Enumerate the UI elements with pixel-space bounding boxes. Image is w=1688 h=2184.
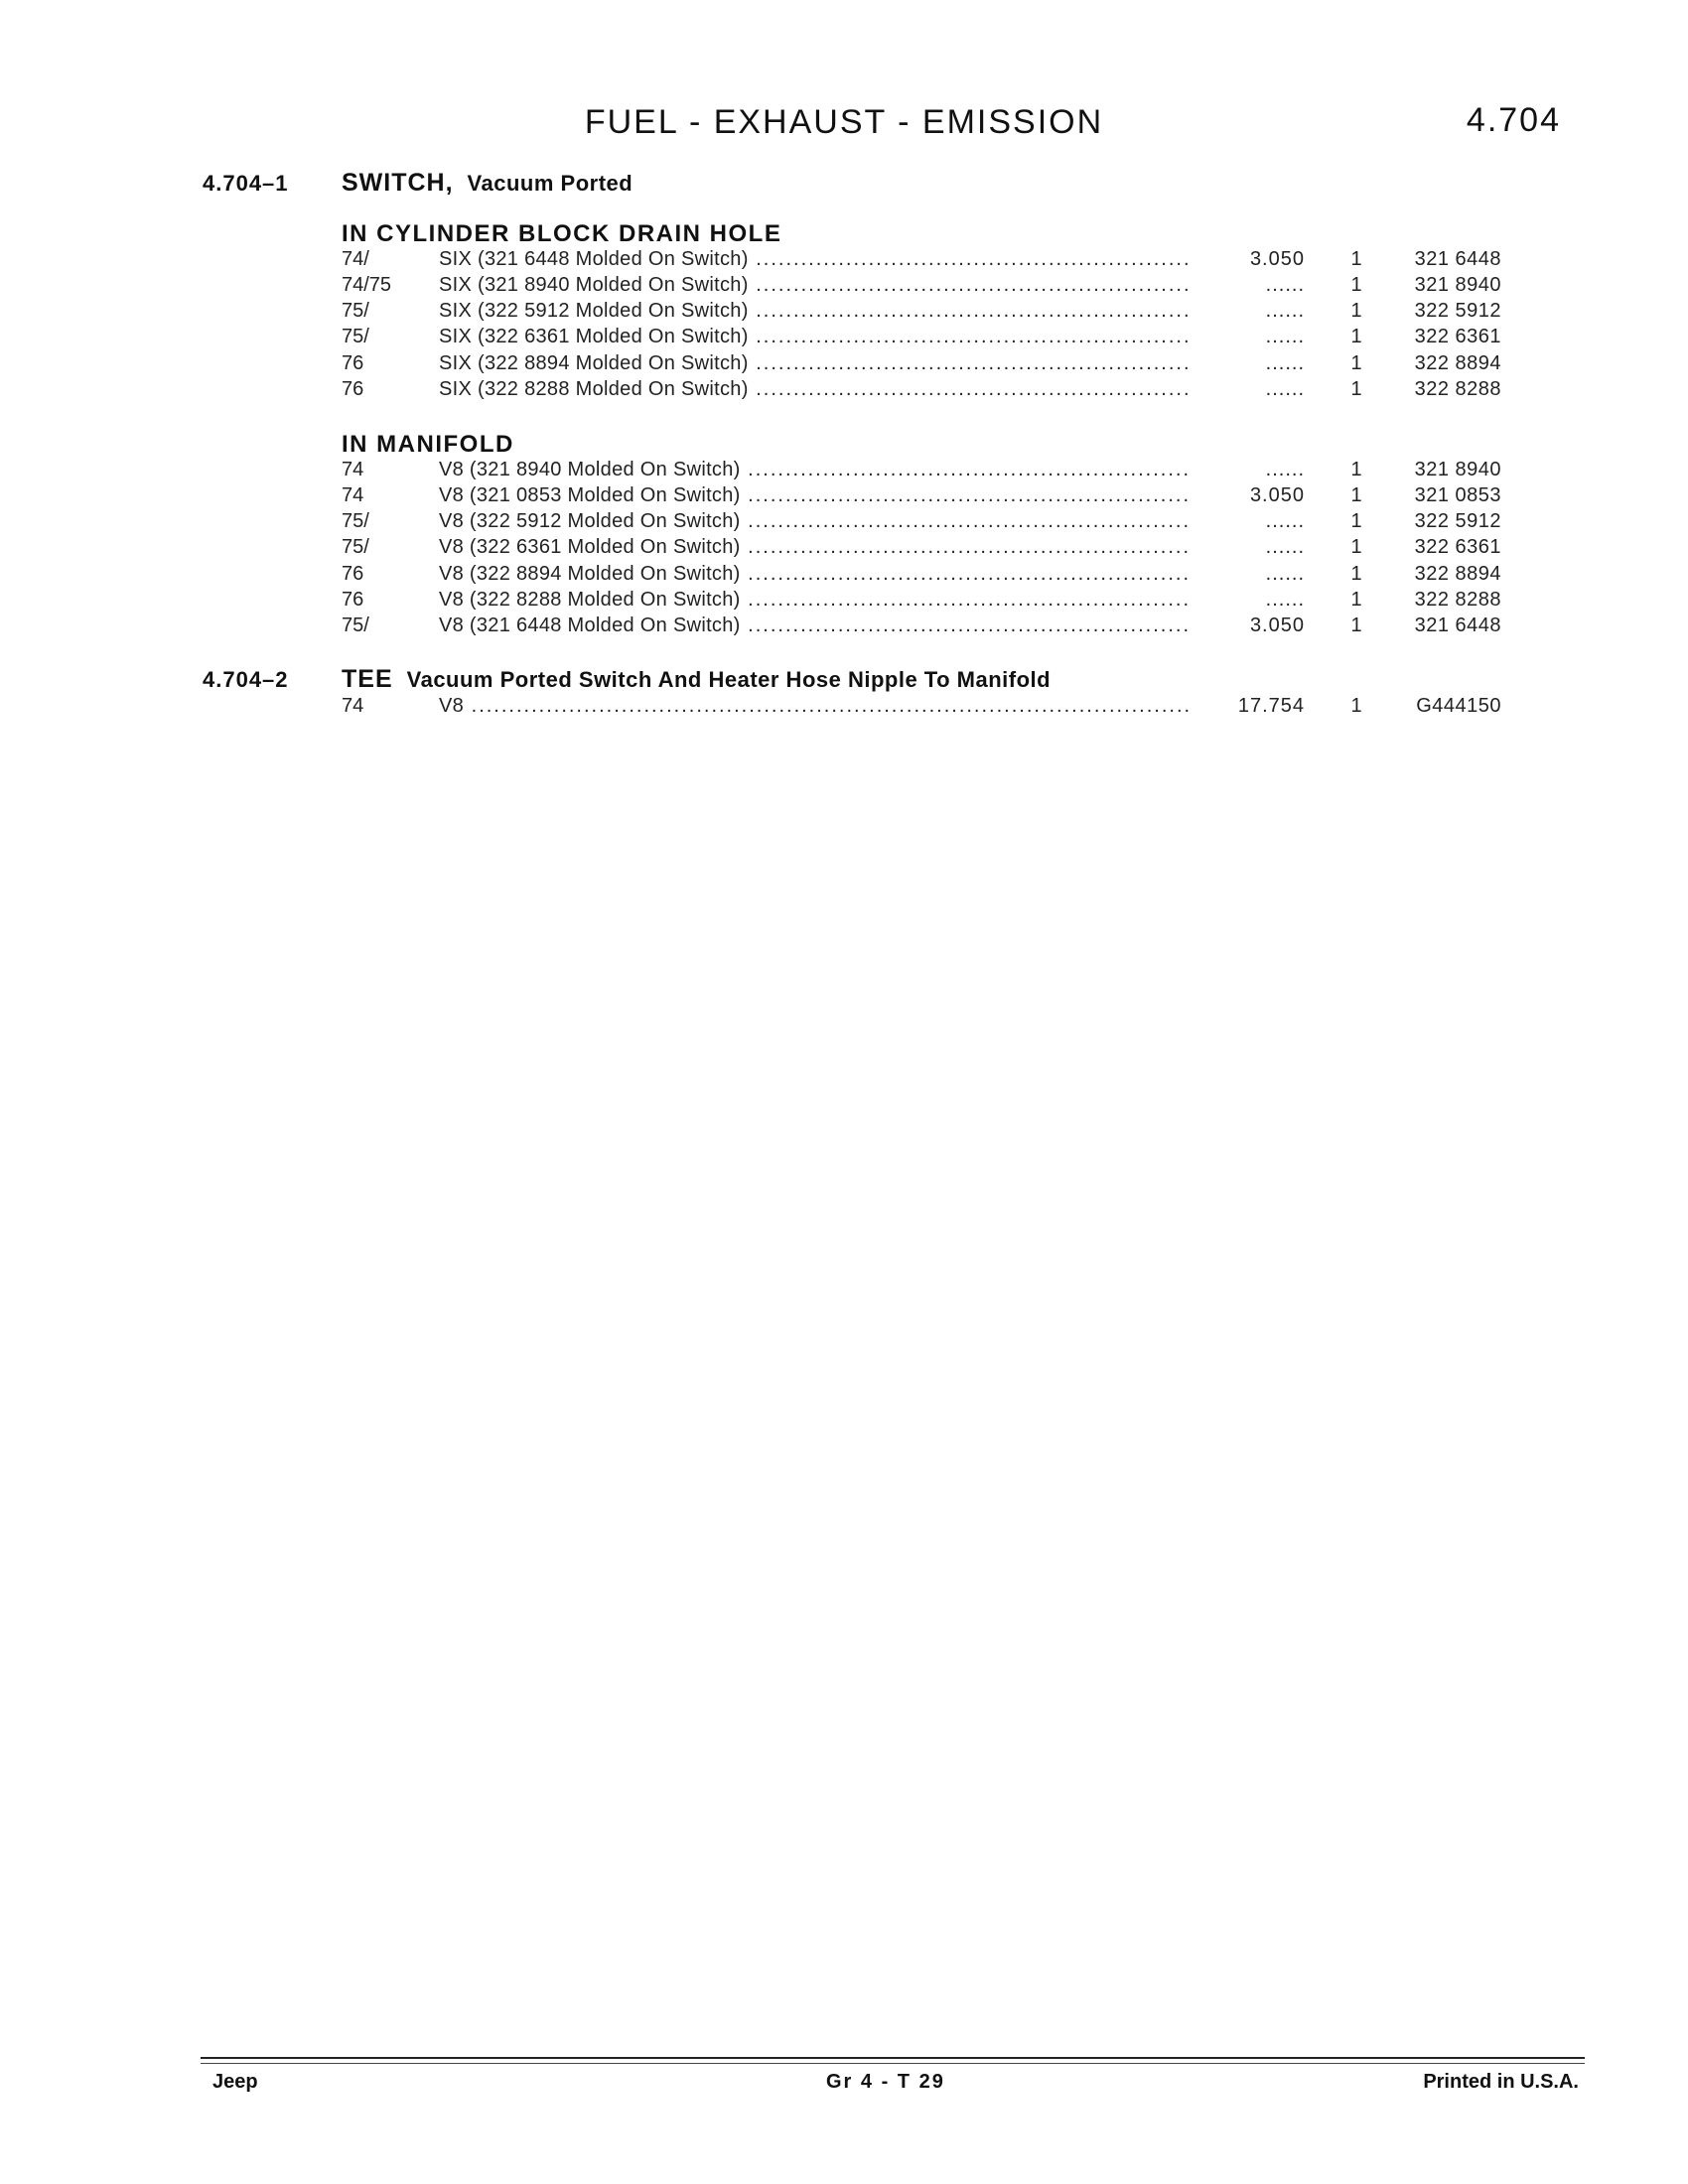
footer-brand: Jeep (212, 2071, 258, 2093)
table-row (0, 536, 1688, 562)
part-description: V8 (321 8940 Molded On Switch) ..... (439, 459, 1192, 481)
page-number: 4.704 (1466, 101, 1561, 139)
part-number: 322 5912 (1414, 510, 1501, 532)
group-number: ...... (1265, 589, 1305, 611)
table-row (0, 326, 1688, 351)
part-description: V8 ..... (439, 695, 1192, 718)
group-number: ...... (1265, 536, 1305, 558)
page-title: FUEL - EXHAUST - EMISSION (584, 103, 1104, 141)
section-id: 4.704–2 (203, 667, 289, 692)
model-year: 75/ (342, 510, 369, 532)
part-number: 322 6361 (1414, 536, 1501, 558)
section-keyword: SWITCH, (342, 169, 454, 197)
table-row (0, 300, 1688, 326)
model-year: 75/ (342, 300, 369, 322)
part-number: 322 6361 (1414, 326, 1501, 347)
model-year: 74 (342, 459, 364, 480)
part-description: SIX (321 8940 Molded On Switch) ..... (439, 274, 1192, 297)
part-number: 322 8288 (1414, 589, 1501, 611)
group-number: ...... (1265, 352, 1305, 374)
part-description: V8 (322 6361 Molded On Switch) ..... (439, 536, 1192, 559)
table-row (0, 510, 1688, 536)
part-number: 321 8940 (1414, 274, 1501, 296)
part-description: V8 (322 5912 Molded On Switch) ..... (439, 510, 1192, 533)
section-id: 4.704–1 (203, 171, 289, 196)
quantity: 1 (1350, 274, 1362, 296)
table-row (0, 484, 1688, 510)
quantity: 1 (1350, 510, 1362, 532)
model-year: 76 (342, 589, 364, 611)
table-row (0, 614, 1688, 640)
part-description: SIX (322 8288 Molded On Switch) ..... (439, 378, 1192, 401)
group-number: ...... (1265, 378, 1305, 400)
quantity: 1 (1350, 459, 1362, 480)
model-year: 76 (342, 563, 364, 585)
section-title (342, 169, 633, 198)
footer-rule (201, 2057, 1585, 2059)
group-number: ...... (1265, 459, 1305, 480)
quantity: 1 (1350, 589, 1362, 611)
model-year: 76 (342, 352, 364, 374)
model-year: 74/75 (342, 274, 392, 296)
part-number: 322 8894 (1414, 352, 1501, 374)
part-number: 321 8940 (1414, 459, 1501, 480)
model-year: 76 (342, 378, 364, 400)
group-number: ...... (1265, 326, 1305, 347)
part-number: 321 6448 (1414, 614, 1501, 636)
part-number: 322 8894 (1414, 563, 1501, 585)
table-row (0, 248, 1688, 274)
part-description: SIX (322 6361 Molded On Switch) ..... (439, 326, 1192, 348)
table-row (0, 459, 1688, 484)
footer-print-note: Printed in U.S.A. (1423, 2071, 1579, 2093)
group-number: 3.050 (1249, 484, 1305, 506)
part-description: SIX (321 6448 Molded On Switch) ..... (439, 248, 1192, 271)
quantity: 1 (1350, 484, 1362, 506)
part-number: G444150 (1416, 695, 1501, 717)
part-description: V8 (322 8894 Molded On Switch) ..... (439, 563, 1192, 586)
quantity: 1 (1350, 300, 1362, 322)
table-row (0, 274, 1688, 300)
quantity: 1 (1350, 352, 1362, 374)
group-number: ...... (1265, 563, 1305, 585)
part-number: 322 8288 (1414, 378, 1501, 400)
part-description: V8 (322 8288 Molded On Switch) ..... (439, 589, 1192, 612)
table-row (0, 352, 1688, 378)
part-description: V8 (321 6448 Molded On Switch) ..... (439, 614, 1192, 637)
quantity: 1 (1350, 536, 1362, 558)
model-year: 75/ (342, 326, 369, 347)
group-number: ...... (1265, 510, 1305, 532)
table-row (0, 378, 1688, 404)
part-description: SIX (322 8894 Molded On Switch) ..... (439, 352, 1192, 375)
model-year: 74 (342, 695, 364, 717)
model-year: 75/ (342, 614, 369, 636)
quantity: 1 (1350, 378, 1362, 400)
footer-page-ref: Gr 4 - T 29 (826, 2071, 945, 2093)
table-row (0, 695, 1688, 721)
part-description: SIX (322 5912 Molded On Switch) ..... (439, 300, 1192, 323)
table-row (0, 563, 1688, 589)
group-number: ...... (1265, 274, 1305, 296)
group-number: ...... (1265, 300, 1305, 322)
section-subtitle: Vacuum Ported Switch And Heater Hose Nipple To Manifold (406, 667, 1052, 692)
quantity: 1 (1350, 695, 1362, 717)
section-keyword: TEE (342, 665, 393, 693)
quantity: 1 (1350, 326, 1362, 347)
group-heading: IN CYLINDER BLOCK DRAIN HOLE (342, 220, 782, 247)
part-number: 321 6448 (1414, 248, 1501, 270)
group-number: 3.050 (1249, 248, 1305, 270)
section-title (342, 665, 1051, 694)
model-year: 75/ (342, 536, 369, 558)
quantity: 1 (1350, 563, 1362, 585)
group-number: 3.050 (1249, 614, 1305, 636)
section-subtitle: Vacuum Ported (467, 171, 633, 196)
group-number: 17.754 (1237, 695, 1305, 717)
quantity: 1 (1350, 614, 1362, 636)
group-heading: IN MANIFOLD (342, 431, 514, 458)
model-year: 74/ (342, 248, 369, 270)
part-description: V8 (321 0853 Molded On Switch) ..... (439, 484, 1192, 507)
part-number: 322 5912 (1414, 300, 1501, 322)
quantity: 1 (1350, 248, 1362, 270)
model-year: 74 (342, 484, 364, 506)
footer-rule (201, 2063, 1585, 2064)
table-row (0, 589, 1688, 614)
part-number: 321 0853 (1414, 484, 1501, 506)
